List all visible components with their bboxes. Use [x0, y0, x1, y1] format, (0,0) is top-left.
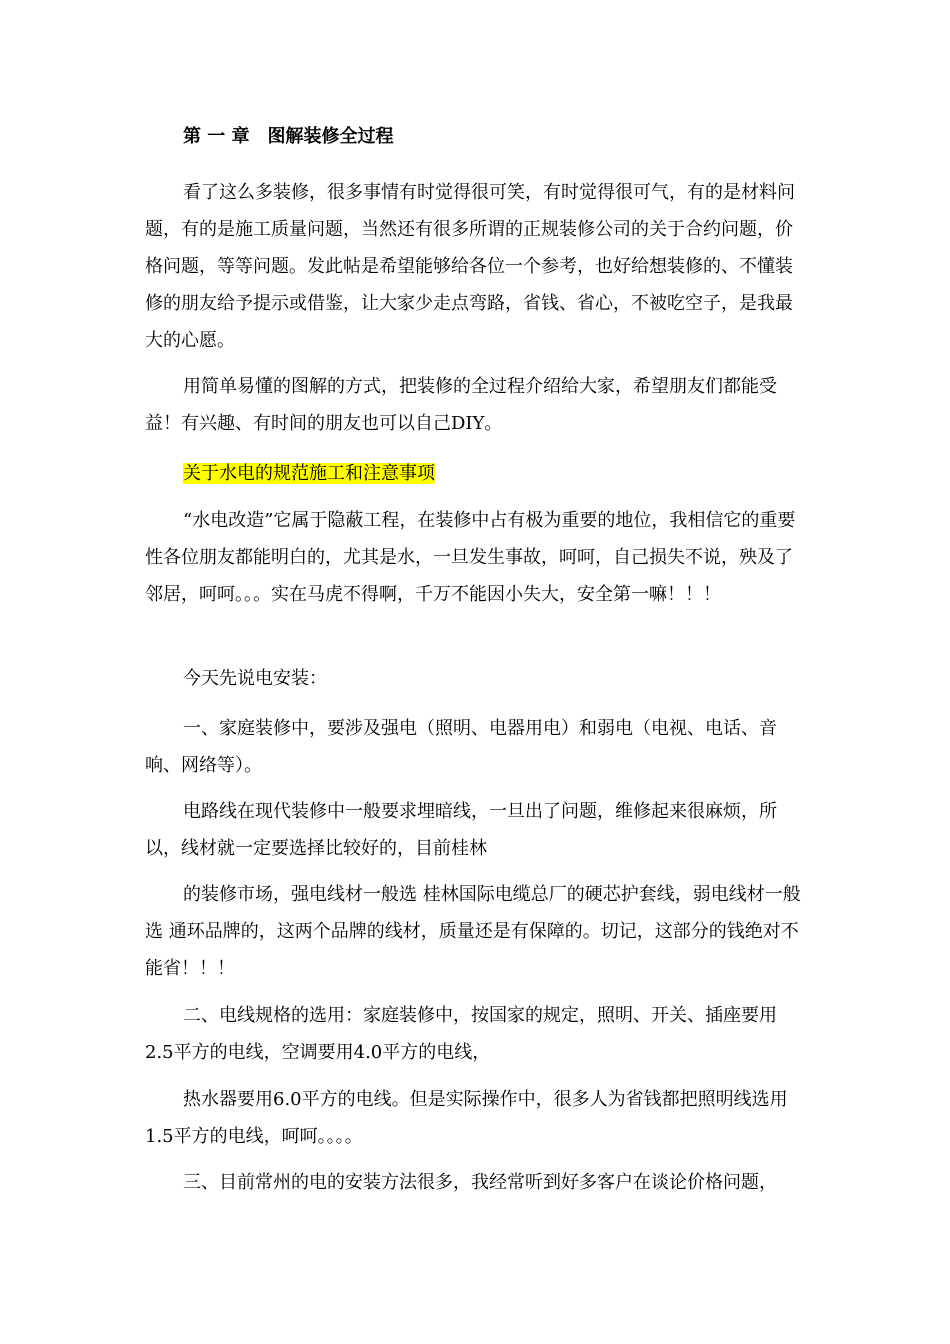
paragraph-water-heater: 热水器要用6.0平方的电线。但是实际操作中，很多人为省钱都把照明线选用1.5平方的电线，呵呵。。。。: [145, 1089, 788, 1147]
paragraph-intro: 看了这么多装修，很多事情有时觉得很可笑，有时觉得很可气，有的是材料问题，有的是施工质量问题，当然还有很多所谓的正规装修公司的关于合约问题，价格问题，等等问题。发此帖是希望能够给各位一个参考，也好给想装修的、不懂装修的朋友给予提示或借鉴，让大家少走点弯路，省钱、省心，不被吃空子，是我最大的心愿。: [145, 182, 795, 351]
highlighted-section-heading-text: 关于水电的规范施工和注意事项: [183, 463, 435, 484]
paragraph-water-electric: “水电改造”它属于隐蔽工程，在装修中占有极为重要的地位，我相信它的重要性各位朋友都能明白的，尤其是水，一旦发生事故，呵呵，自己损失不说，殃及了邻居，呵呵。。。实在马虎不得啊，千万不能因小失大，安全第一嘛！！！: [145, 510, 796, 605]
paragraph-electric-intro: 今天先说电安装：: [183, 668, 327, 689]
paragraph-point-three: 三、目前常州的电的安装方法很多，我经常听到好多客户在谈论价格问题，: [183, 1172, 777, 1193]
paragraph-wiring: 电路线在现代装修中一般要求埋暗线，一旦出了问题，维修起来很麻烦，所以，线材就一定要选择比较好的，目前桂林: [145, 801, 777, 859]
chapter-heading: 第 一 章 图解装修全过程: [183, 126, 394, 147]
paragraph-purpose: 用简单易懂的图解的方式，把装修的全过程介绍给大家，希望朋友们都能受益！有兴趣、有时间的朋友也可以自己DIY。: [145, 376, 777, 434]
paragraph-point-two: 二、电线规格的选用：家庭装修中，按国家的规定，照明、开关、插座要用2.5平方的电线，空调要用4.0平方的电线，: [145, 1005, 777, 1063]
highlighted-section-heading: [183, 461, 435, 487]
paragraph-point-one: 一、家庭装修中，要涉及强电（照明、电器用电）和弱电（电视、电话、音响、网络等）。: [145, 718, 777, 776]
paragraph-wire-brands: 的装修市场，强电线材一般选 桂林国际电缆总厂的硬芯护套线，弱电线材一般选 通环品牌的，这两个品牌的线材，质量还是有保障的。切记，这部分的钱绝对不能省！！！: [145, 884, 801, 979]
